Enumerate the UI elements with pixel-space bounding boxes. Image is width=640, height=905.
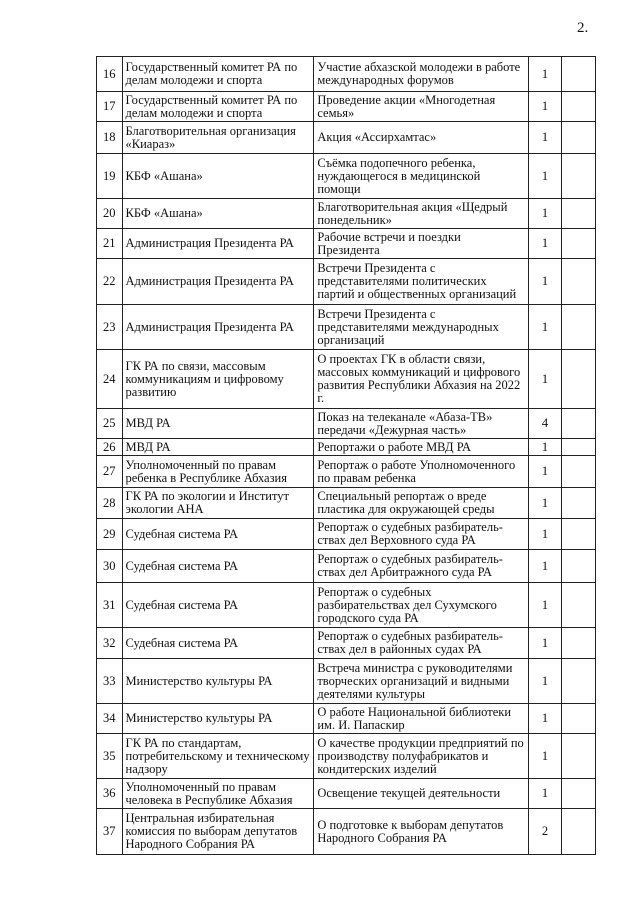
empty-cell	[562, 734, 596, 779]
topic-cell: Рабочие встречи и поездки Президента	[314, 229, 528, 259]
organization-cell: ГК РА по экологии и Институт экологии АНА	[122, 488, 314, 519]
organization-cell: Судебная система РА	[122, 550, 314, 583]
schedule-table	[96, 56, 596, 855]
topic-cell: Съёмка подопечного ребенка, нуждающегося в медицинской помощи	[314, 154, 528, 199]
table-row	[97, 809, 596, 855]
row-number: 32	[97, 628, 123, 659]
count-cell: 1	[528, 350, 562, 409]
topic-cell: Освещение текущей деятельности	[314, 779, 528, 809]
empty-cell	[562, 154, 596, 199]
empty-cell	[562, 519, 596, 550]
organization-cell: Администрация Президента РА	[122, 229, 314, 259]
table-row	[97, 259, 596, 305]
table-row	[97, 456, 596, 488]
organization-cell: Судебная система РА	[122, 628, 314, 659]
count-cell: 1	[528, 628, 562, 659]
empty-cell	[562, 350, 596, 409]
count-cell: 2	[528, 809, 562, 855]
count-cell: 1	[528, 199, 562, 229]
topic-cell: Репортаж о судебных разбиратель-ствах дел Арбитражного суда РА	[314, 550, 528, 583]
row-number: 26	[97, 439, 123, 456]
empty-cell	[562, 583, 596, 628]
page-number: 2.	[577, 20, 589, 36]
row-number: 31	[97, 583, 123, 628]
topic-cell: Встречи Президента с представителями международных организаций	[314, 305, 528, 350]
count-cell: 1	[528, 659, 562, 704]
row-number: 33	[97, 659, 123, 704]
empty-cell	[562, 409, 596, 439]
count-cell: 1	[528, 259, 562, 305]
row-number: 19	[97, 154, 123, 199]
empty-cell	[562, 809, 596, 855]
count-cell: 1	[528, 779, 562, 809]
empty-cell	[562, 704, 596, 734]
topic-cell: Репортажи о работе МВД РА	[314, 439, 528, 456]
row-number: 37	[97, 809, 123, 855]
table-row	[97, 122, 596, 154]
count-cell: 1	[528, 305, 562, 350]
organization-cell: Судебная система РА	[122, 519, 314, 550]
count-cell: 1	[528, 456, 562, 488]
topic-cell: Благотворительная акция «Щедрый понедельник»	[314, 199, 528, 229]
topic-cell: Репортаж о работе Уполномоченного по правам ребенка	[314, 456, 528, 488]
topic-cell: Встреча министра с руководителями творческих организаций и видными деятелями культуры	[314, 659, 528, 704]
count-cell: 1	[528, 57, 562, 92]
organization-cell: Государственный комитет РА по делам молодежи и спорта	[122, 92, 314, 122]
count-cell: 1	[528, 519, 562, 550]
row-number: 17	[97, 92, 123, 122]
count-cell: 1	[528, 704, 562, 734]
count-cell: 1	[528, 488, 562, 519]
empty-cell	[562, 550, 596, 583]
row-number: 23	[97, 305, 123, 350]
organization-cell: МВД РА	[122, 409, 314, 439]
row-number: 35	[97, 734, 123, 779]
count-cell: 1	[528, 92, 562, 122]
organization-cell: Министерство культуры РА	[122, 704, 314, 734]
row-number: 20	[97, 199, 123, 229]
topic-cell: Встречи Президента с представителями политических партий и общественных организаций	[314, 259, 528, 305]
row-number: 29	[97, 519, 123, 550]
table-row	[97, 229, 596, 259]
row-number: 30	[97, 550, 123, 583]
table-row	[97, 628, 596, 659]
topic-cell: Акция «Ассирхамтас»	[314, 122, 528, 154]
topic-cell: О проектах ГК в области связи, массовых коммуникаций и цифрового развития Республики Абхазия на 2022 г.	[314, 350, 528, 409]
organization-cell: КБФ «Ашана»	[122, 199, 314, 229]
table-row	[97, 154, 596, 199]
table-body	[97, 57, 596, 855]
topic-cell: О подготовке к выборам депутатов Народного Собрания РА	[314, 809, 528, 855]
table-row	[97, 704, 596, 734]
organization-cell: ГК РА по связи, массовым коммуникациям и цифровому развитию	[122, 350, 314, 409]
table-row	[97, 779, 596, 809]
organization-cell: МВД РА	[122, 439, 314, 456]
row-number: 25	[97, 409, 123, 439]
empty-cell	[562, 659, 596, 704]
organization-cell: КБФ «Ашана»	[122, 154, 314, 199]
organization-cell: ГК РА по стандартам, потребительскому и техническому надзору	[122, 734, 314, 779]
organization-cell: Министерство культуры РА	[122, 659, 314, 704]
row-number: 22	[97, 259, 123, 305]
count-cell: 1	[528, 154, 562, 199]
topic-cell: Специальный репортаж о вреде пластика для окружающей среды	[314, 488, 528, 519]
empty-cell	[562, 305, 596, 350]
table-row	[97, 734, 596, 779]
topic-cell: О работе Национальной библиотеки им. И. Папаскир	[314, 704, 528, 734]
topic-cell: Репортаж о судебных разбиратель-ствах дел Верховного суда РА	[314, 519, 528, 550]
organization-cell: Центральная избирательная комиссия по выборам депутатов Народного Собрания РА	[122, 809, 314, 855]
row-number: 34	[97, 704, 123, 734]
count-cell: 1	[528, 229, 562, 259]
table-row	[97, 92, 596, 122]
row-number: 24	[97, 350, 123, 409]
table-row	[97, 583, 596, 628]
table-row	[97, 550, 596, 583]
table-row	[97, 519, 596, 550]
topic-cell: Репортаж о судебных разбирательствах дел Сухумского городского суда РА	[314, 583, 528, 628]
empty-cell	[562, 122, 596, 154]
table-row	[97, 439, 596, 456]
topic-cell: Участие абхазской молодежи в работе международных форумов	[314, 57, 528, 92]
empty-cell	[562, 779, 596, 809]
row-number: 16	[97, 57, 123, 92]
organization-cell: Благотворительная организация «Киараз»	[122, 122, 314, 154]
empty-cell	[562, 488, 596, 519]
table-row	[97, 488, 596, 519]
table-row	[97, 305, 596, 350]
organization-cell: Государственный комитет РА по делам молодежи и спорта	[122, 57, 314, 92]
empty-cell	[562, 57, 596, 92]
table-row	[97, 57, 596, 92]
row-number: 28	[97, 488, 123, 519]
row-number: 27	[97, 456, 123, 488]
empty-cell	[562, 439, 596, 456]
organization-cell: Судебная система РА	[122, 583, 314, 628]
count-cell: 1	[528, 583, 562, 628]
empty-cell	[562, 229, 596, 259]
count-cell: 1	[528, 734, 562, 779]
topic-cell: Проведение акции «Многодетная семья»	[314, 92, 528, 122]
topic-cell: Показ на телеканале «Абаза-ТВ» передачи «Дежурная часть»	[314, 409, 528, 439]
count-cell: 1	[528, 550, 562, 583]
table-row	[97, 409, 596, 439]
empty-cell	[562, 92, 596, 122]
topic-cell: О качестве продукции предприятий по производству полуфабрикатов и кондитерских изделий	[314, 734, 528, 779]
empty-cell	[562, 628, 596, 659]
table-row	[97, 659, 596, 704]
empty-cell	[562, 259, 596, 305]
organization-cell: Уполномоченный по правам человека в Республике Абхазия	[122, 779, 314, 809]
table-row	[97, 199, 596, 229]
row-number: 21	[97, 229, 123, 259]
organization-cell: Уполномоченный по правам ребенка в Республике Абхазия	[122, 456, 314, 488]
count-cell: 4	[528, 409, 562, 439]
table-row	[97, 350, 596, 409]
empty-cell	[562, 199, 596, 229]
organization-cell: Администрация Президента РА	[122, 305, 314, 350]
count-cell: 1	[528, 122, 562, 154]
topic-cell: Репортаж о судебных разбиратель-ствах дел в районных судах РА	[314, 628, 528, 659]
row-number: 36	[97, 779, 123, 809]
organization-cell: Администрация Президента РА	[122, 259, 314, 305]
count-cell: 1	[528, 439, 562, 456]
empty-cell	[562, 456, 596, 488]
row-number: 18	[97, 122, 123, 154]
